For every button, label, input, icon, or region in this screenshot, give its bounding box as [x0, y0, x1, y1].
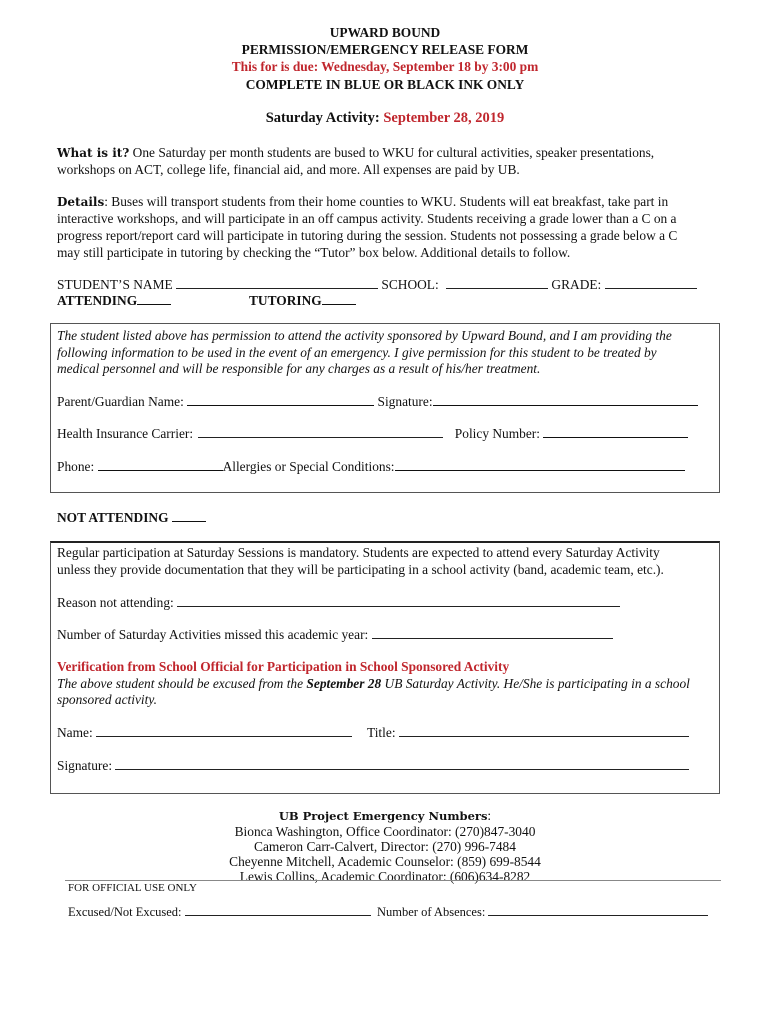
verification-date: September 28 — [306, 676, 382, 691]
tutoring-checkbox[interactable] — [322, 293, 356, 305]
reason-row — [57, 595, 620, 611]
reason-label: Reason not attending: — [57, 595, 174, 610]
school-label: SCHOOL: — [381, 277, 439, 292]
attending-label: ATTENDING — [57, 293, 138, 308]
absences-label: Number of Absences: — [377, 905, 486, 919]
grade-label: GRADE: — [551, 277, 602, 292]
phone-row — [57, 459, 685, 475]
absences-row — [377, 904, 708, 920]
policy-number-label: Policy Number: — [454, 426, 540, 441]
emergency-title-colon: : — [487, 808, 492, 823]
details-label: Details — [57, 195, 105, 209]
official-use-label: FOR OFFICIAL USE ONLY — [68, 882, 197, 894]
form-title-line1: UPWARD BOUND — [329, 25, 441, 40]
student-info-row — [57, 277, 697, 293]
official-title-row — [367, 725, 689, 741]
emergency-contact: Bionca Washington, Office Coordinator: (270)847-3040 — [234, 824, 536, 839]
permission-line2: following information to be used in the event of an emergency. I give permission for this student to be treated by — [57, 345, 657, 360]
details-line4: may still participate in tutoring by checking the “Tutor” box below. Additional details to follow. — [57, 245, 571, 260]
official-divider — [65, 880, 721, 881]
missed-label: Number of Saturday Activities missed this academic year: — [57, 627, 369, 642]
policy-number-field[interactable] — [543, 426, 688, 438]
saturday-activity — [0, 110, 770, 127]
permission-line1: The student listed above has permission to attend the activity sponsored by Upward Bound, and I am providing the — [57, 328, 672, 343]
official-signature-field[interactable] — [115, 758, 689, 770]
missed-field[interactable] — [372, 627, 613, 639]
insurance-carrier-label: Health Insurance Carrier: — [57, 426, 194, 441]
official-title-field[interactable] — [399, 725, 689, 737]
official-signature-row — [57, 758, 689, 774]
not-attending-label: NOT ATTENDING — [57, 510, 169, 525]
details-line1 — [57, 194, 668, 210]
details-line3: progress report/report card will participate in tutoring during the session. Students not possessing a grade below a C — [57, 228, 678, 243]
insurance-row — [57, 426, 688, 442]
ink-instruction: COMPLETE IN BLUE OR BLACK INK ONLY — [245, 77, 525, 92]
phone-label: Phone: — [57, 459, 95, 474]
official-title-label: Title: — [367, 725, 396, 740]
activity-label: Saturday Activity: — [265, 110, 380, 126]
grade-field[interactable] — [605, 277, 697, 289]
details-text: : Buses will transport students from their home counties to WKU. Students will eat breakfast, take part in — [104, 194, 669, 209]
emergency-contact: Lewis Collins, Academic Coordinator: (606)634-8282 — [239, 869, 531, 884]
guardian-row — [57, 394, 698, 410]
reason-field[interactable] — [177, 595, 620, 607]
tutoring-label: TUTORING — [249, 293, 322, 308]
excused-row — [68, 904, 371, 920]
absences-field[interactable] — [488, 904, 708, 916]
excused-label: Excused/Not Excused: — [68, 905, 182, 919]
form-title-line2: PERMISSION/EMERGENCY RELEASE FORM — [241, 42, 529, 57]
verification-line2: sponsored activity. — [57, 692, 157, 707]
allergies-label: Allergies or Special Conditions: — [222, 459, 395, 474]
emergency-contact: Cheyenne Mitchell, Academic Counselor: (859) 699-8544 — [229, 854, 541, 869]
guardian-signature-label: Signature: — [377, 394, 433, 409]
what-is-it-line1 — [57, 145, 654, 161]
guardian-name-label: Parent/Guardian Name: — [57, 394, 184, 409]
what-is-it-label: What is it? — [57, 146, 130, 160]
not-attending-checkbox[interactable] — [172, 510, 206, 522]
details-line2: interactive workshops, and will participate in an off campus activity. Students receiving a grade lower than a C on a — [57, 211, 677, 226]
school-field[interactable] — [446, 277, 548, 289]
emergency-contact: Cameron Carr-Calvert, Director: (270) 996-7484 — [254, 839, 516, 854]
tutoring-option — [249, 293, 356, 309]
excused-field[interactable] — [185, 904, 371, 916]
mandatory-line2: unless they provide documentation that they will be participating in a school activity (band, academic team, etc.). — [57, 562, 664, 577]
permission-line3: medical personnel and will be responsible for any charges as a result of his/her treatment. — [57, 361, 541, 376]
attending-checkbox[interactable] — [137, 293, 171, 305]
due-date-notice: This for is due: Wednesday, September 18 by 3:00 pm — [231, 59, 539, 74]
verification-line1 — [57, 676, 690, 692]
emergency-title — [0, 808, 770, 824]
mandatory-line1: Regular participation at Saturday Sessions is mandatory. Students are expected to attend every Saturday Activity — [57, 545, 660, 560]
what-is-it-line2: workshops on ACT, college life, financial aid, and more. All expenses are paid by UB. — [57, 162, 520, 177]
verification-pre: The above student should be excused from the — [57, 676, 307, 691]
verification-post: UB Saturday Activity. He/She is participating in a school — [381, 676, 690, 691]
guardian-name-field[interactable] — [187, 394, 374, 406]
official-name-field[interactable] — [96, 725, 352, 737]
verification-title: Verification from School Official for Participation in School Sponsored Activity — [57, 659, 510, 674]
guardian-signature-field[interactable] — [433, 394, 698, 406]
official-signature-label: Signature: — [57, 758, 113, 773]
not-attending-option — [57, 510, 206, 526]
attending-option — [57, 293, 171, 309]
official-name-label: Name: — [57, 725, 93, 740]
official-name-row — [57, 725, 352, 741]
phone-field[interactable] — [98, 459, 223, 471]
insurance-carrier-field[interactable] — [198, 426, 443, 438]
what-text: One Saturday per month students are bused to WKU for cultural activities, speaker presentations, — [129, 145, 655, 160]
missed-row — [57, 627, 613, 643]
activity-date: September 28, 2019 — [383, 110, 505, 126]
emergency-title-text: UB Project Emergency Numbers — [278, 809, 488, 823]
student-name-label: STUDENT’S NAME — [57, 277, 173, 292]
allergies-field[interactable] — [395, 459, 685, 471]
student-name-field[interactable] — [176, 277, 378, 289]
